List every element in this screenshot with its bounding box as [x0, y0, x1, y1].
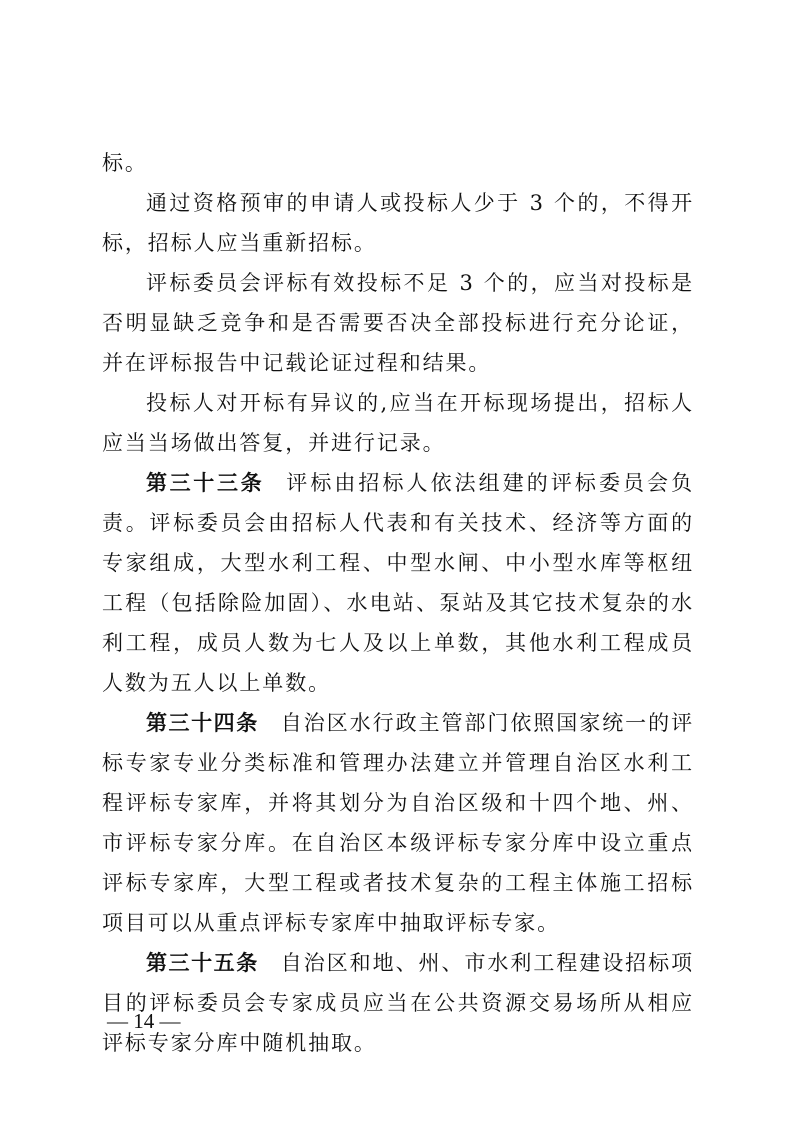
- article-label: 第三十三条: [146, 471, 265, 495]
- paragraph-text: 评标委员会评标有效投标不足 3 个的，应当对投标是否明显缺乏竞争和是否需要否决全部投标进行充分论证，并在评标报告中记载论证过程和结果。: [102, 271, 694, 375]
- article-35: [102, 943, 694, 1063]
- article-34: [102, 703, 694, 943]
- article-text: 自治区水行政主管部门依照国家统一的评标专家专业分类标准和管理办法建立并管理自治区水利工程评标专家库，并将其划分为自治区级和十四个地、州、市评标专家分库。在自治区本级评标专家分库中设立重点评标专家库，大型工程或者技术复杂的工程主体施工招标项目可以从重点评标专家库中抽取评标专家。: [102, 711, 694, 935]
- paragraph-text: 标。: [102, 151, 148, 175]
- article-33: [102, 463, 694, 703]
- paragraph-text: 通过资格预审的申请人或投标人少于 3 个的，不得开标，招标人应当重新招标。: [102, 191, 694, 255]
- paragraph-valid-bids: [102, 263, 694, 383]
- document-body: [102, 143, 694, 1063]
- article-text: 自治区和地、州、市水利工程建设招标项目的评标委员会专家成员应当在公共资源交易场所从相应评标专家分库中随机抽取。: [102, 951, 694, 1055]
- article-label: 第三十四条: [146, 711, 259, 735]
- paragraph-objection: [102, 383, 694, 463]
- article-label: 第三十五条: [146, 951, 259, 975]
- paragraph-prequalification: [102, 183, 694, 263]
- paragraph-continuation: [102, 143, 694, 183]
- article-text: 评标由招标人依法组建的评标委员会负责。评标委员会由招标人代表和有关技术、经济等方面的专家组成，大型水利工程、中型水闸、中小型水库等枢纽工程（包括除险加固）、水电站、泵站及其它技术复杂的水利工程，成员人数为七人及以上单数，其他水利工程成员人数为五人以上单数。: [102, 471, 694, 695]
- paragraph-text: 投标人对开标有异议的,应当在开标现场提出，招标人应当当场做出答复，并进行记录。: [102, 391, 694, 455]
- page-number: — 14 —: [107, 1009, 181, 1033]
